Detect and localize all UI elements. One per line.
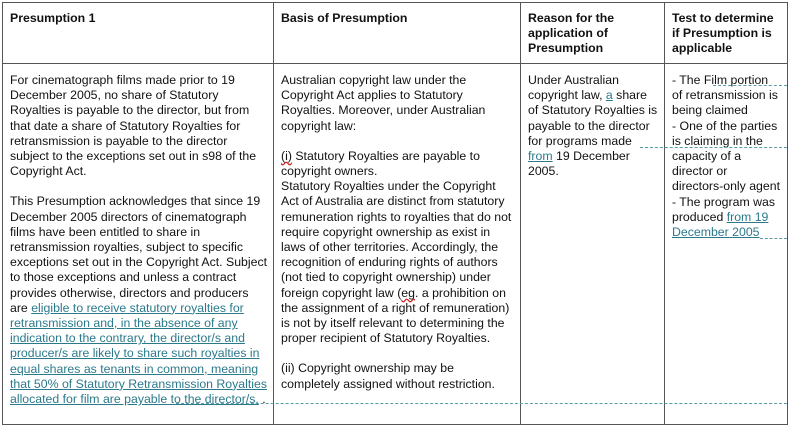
test-cell	[665, 64, 788, 425]
test-item-2: - One of the parties is claiming in the capacity of a director or directors-only agent	[672, 118, 780, 194]
test-date-link[interactable]: from 19 December 2005	[672, 209, 769, 240]
presumption-para-2: This Presumption acknowledges that since 19 December 2005 directors of cinematograph films have been entitled to share in retransmission royalties, subject to specific exceptions set out in the Copyright Act. Subject to those exceptions and unless a contract provides otherwise, directors and producers are eligible to receive statutory royalties for retransmission and, in the absence of any indication to the contrary, the director/s and producer/s are likely to share such royalties in equal shares as tenants in common, meaning that 50% of Statutory Retransmission Royalties allocated for film are payable to the director/s. .	[10, 194, 268, 407]
reason-cell	[521, 64, 665, 425]
presumption-table	[2, 2, 788, 425]
basis-item-2: (ii) Copyright ownership may be completely assigned without restriction.	[281, 361, 495, 391]
basis-item-1: (i) Statutory Royalties are payable to copyright owners.	[281, 148, 480, 179]
reason-text: Under Australian copyright law, a share of Statutory Royalties is payable to the director for programs made from 19 December 2005.	[528, 73, 658, 179]
reason-link-a[interactable]: a	[605, 88, 613, 103]
header-reason: Reason for the application of Presumption	[521, 3, 665, 64]
tracked-change-line	[640, 147, 787, 148]
reason-link-from[interactable]: from	[528, 149, 553, 164]
basis-item-1-detail: Statutory Royalties under the Copyright Act of Australia are distinct from statutory remuneration rights to royalties that do not require copyright ownership as exist in laws of other territories. Accordingly, the recognition of enduring rights of authors (not tied to copyright ownership) under foreign copyright law (eg. a prohibition on the assignment of a right of remuneration) is not by itself relevant to determining the proper recipient of Statutory Royalties.	[281, 179, 512, 346]
header-row	[3, 3, 788, 64]
tracked-change-line	[176, 403, 787, 404]
presumption-para-1: For cinematograph films made prior to 19 December 2005, no share of Statutory Royalties is payable to the director, but from that date a share of Statutory Royalties for retransmission is payable to the director subject to the exceptions set out in s98 of the Copyright Act.	[10, 73, 257, 179]
eligibility-link[interactable]: eligible to receive statutory royalties for retransmission and, in the absence of any indication to the contrary, the director/s and producer/s are likely to share such royalties in equal shares as tenants in common, meaning that 50% of Statutory Retransmission Royalties allocated for film are payable to the director/s.	[10, 300, 267, 407]
test-item-1: - The Film portion of retransmission is being claimed	[672, 73, 778, 118]
body-row	[3, 64, 788, 425]
basis-cell	[274, 64, 521, 425]
basis-intro: Australian copyright law under the Copyright Act applies to Statutory Royalties. Moreover, under Australian copyright law:	[281, 73, 486, 133]
header-test: Test to determine if Presumption is applicable	[665, 3, 788, 64]
test-item-3: - The program was produced from 19 December 2005	[672, 194, 775, 240]
tracked-change-line	[713, 85, 787, 86]
header-presumption: Presumption 1	[3, 3, 274, 64]
header-basis: Basis of Presumption	[274, 3, 521, 64]
tracked-change-line	[760, 238, 787, 239]
presumption-cell	[3, 64, 274, 425]
